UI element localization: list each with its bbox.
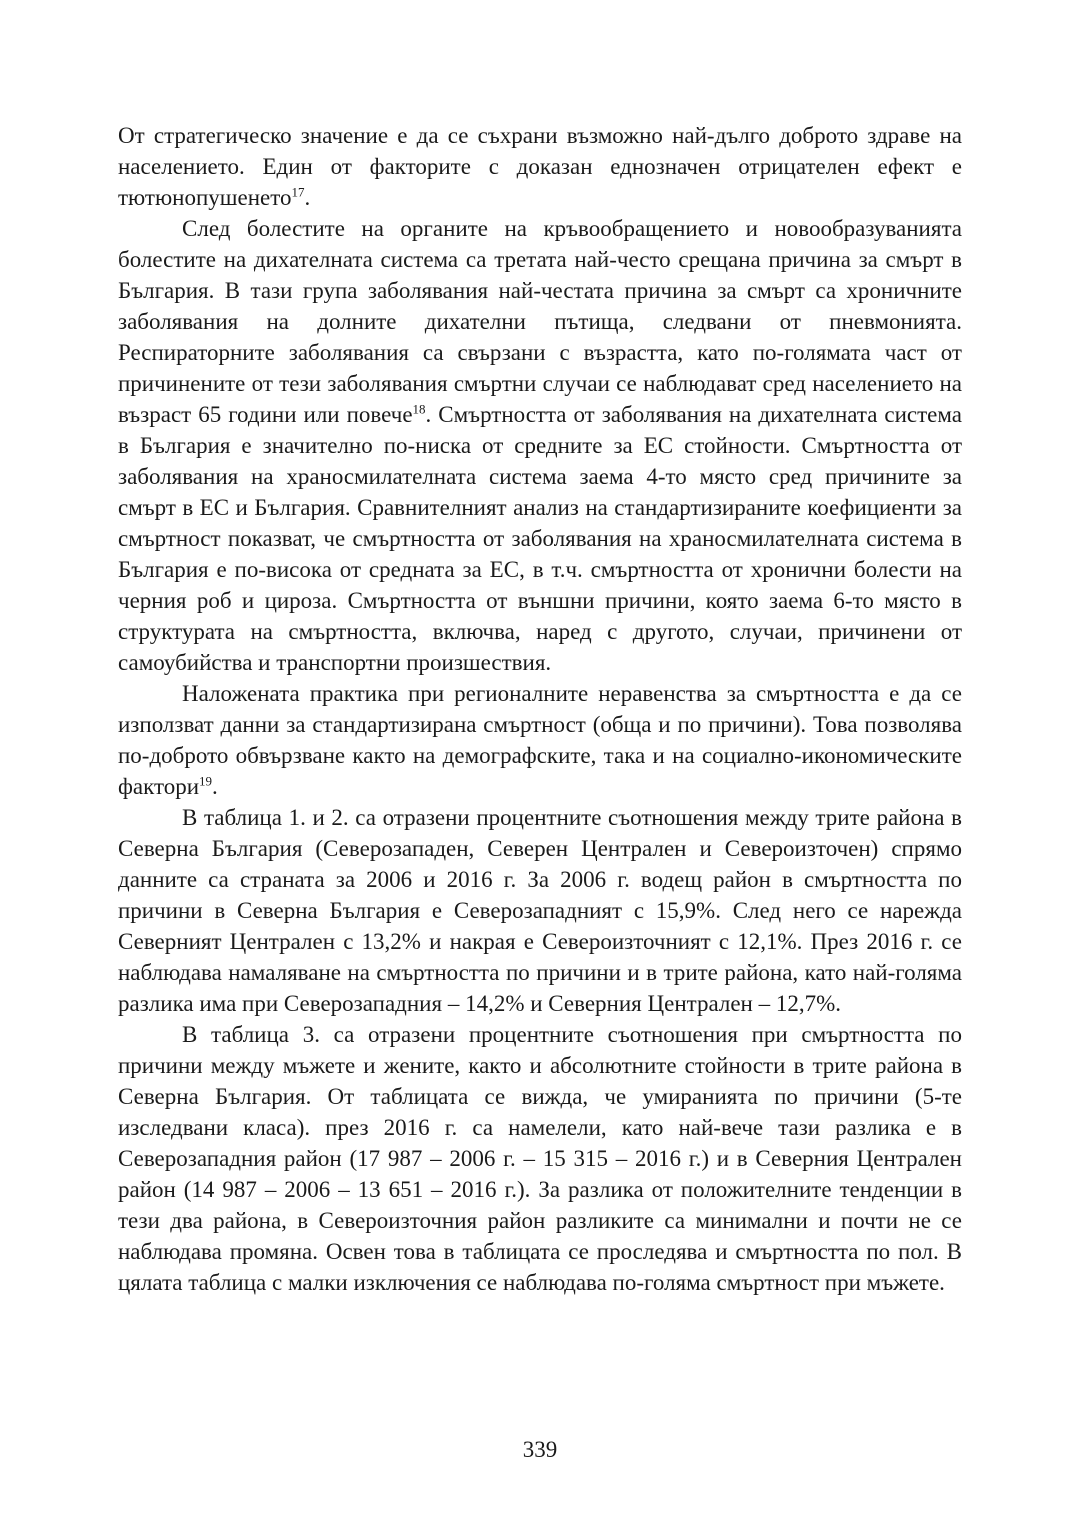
paragraph-text: След болестите на органите на кръвообращението и новообразуванията болестите на дихателната система са третата най-често срещана причина за смърт в България. В тази група заболявания най-честата причина за смърт са хроничните заболявания на долните дихателни пътища, следвани от пневмонията. Респираторните заболявания са свързани с възрастта, като по-голямата част от причинените от тези заболявания смъртни случаи се наблюдават сред населението на възраст 65 години или повече <box>118 216 962 427</box>
footnote-ref: 19 <box>199 773 213 789</box>
paragraph-text-tail: . Смъртността от заболявания на дихателната система в България е значително по-ниска от средните за ЕС стойности. Смъртността от заболявания на храносмилателната система заема 4-то място сред причините за смърт в ЕС и България. Сравнителният анализ на стандартизираните коефициенти за смъртност показват, че смъртността от заболявания на храносмилателната система в България е по-висока от средната за ЕС, в т.ч. смъртността от хронични болести на черния роб и цироза. Смъртността от външни причини, която заема 6-то място в структурата на смъртността, включва, наред с другото, случаи, причинени от самоубийства и транспортни произшествия. <box>118 402 962 675</box>
paragraph-text: Наложената практика при регионалните неравенства за смъртността е да се използват данни за стандартизирана смъртност (обща и по причини). Това позволява по-доброто обвързване както на демографските, така и на социално-икономическите фактори <box>118 681 962 799</box>
paragraph-text: В таблица 1. и 2. са отразени процентните съотношения между трите района в Северна България (Северозападен, Северен Централен и Североизточен) спрямо данните са страната за 2006 и 2016 г. За 2006 г. водещ район в смъртността по причини в Северна България е Северозападният с 15,9%. След него се нарежда Северният Централен с 13,2% и накрая е Североизточният с 12,1%. През 2016 г. се наблюдава намаляване на смъртността по причини и в трите района, като най-голяма разлика има при Северозападния – 14,2% и Северния Централен – 12,7%. <box>118 805 962 1016</box>
paragraph <box>118 213 962 678</box>
paragraph <box>118 120 962 213</box>
page-number: 339 <box>522 1437 558 1462</box>
footnote-ref: 17 <box>291 184 305 200</box>
paragraph <box>118 802 962 1019</box>
paragraph <box>118 678 962 802</box>
paragraph-text-tail: . <box>212 774 218 799</box>
paragraph-text-tail: . <box>304 185 311 210</box>
paragraph-text: В таблица 3. са отразени процентните съотношения при смъртността по причини между мъжете и жените, както и абсолютните стойности в трите района в Северна България. От таблицата се вижда, че умиранията по причини (5-те изследвани класа). през 2016 г. са намелели, като най-вече тази разлика е в Северозападния район (17 987 – 2006 г. – 15 315 – 2016 г.) и в Северния Централен район (14 987 – 2006 – 13 651 – 2016 г.). За разлика от положителните тенденции в тези два района, в Североизточния район разликите са минимални и почти не се наблюдава промяна. Освен това в таблицата се проследява и смъртността по пол. В цялата таблица с малки изключения се наблюдава по-голяма смъртност при мъжете. <box>118 1022 962 1295</box>
body-text <box>118 120 962 1298</box>
paragraph-text: От стратегическо значение е да се съхрани възможно най-дълго доброто здраве на населението. Един от факторите с доказан еднозначен отрицателен ефект е тютюнопушенето <box>118 123 962 210</box>
paragraph <box>118 1019 962 1298</box>
footnote-ref: 18 <box>412 401 426 417</box>
